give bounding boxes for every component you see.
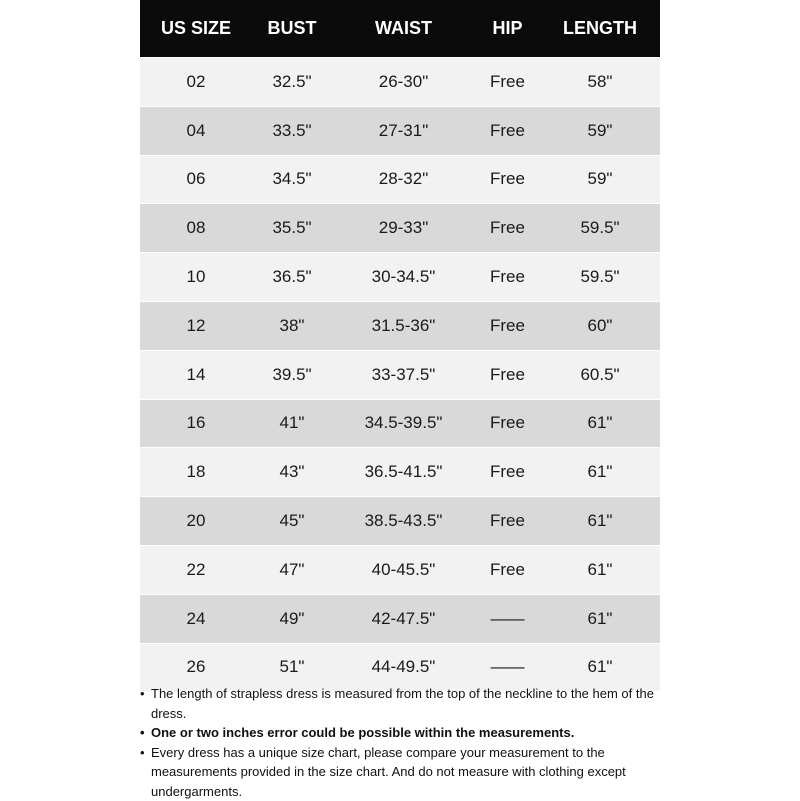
cell-length: 60.5" bbox=[540, 350, 660, 399]
cell-bust: 43" bbox=[252, 448, 332, 497]
cell-length: 59.5" bbox=[540, 253, 660, 302]
cell-bust: 36.5" bbox=[252, 253, 332, 302]
note-text: Every dress has a unique size chart, please compare your measurement to the measurements provided in the size chart. And do not measure with clothing except undergarments. bbox=[151, 745, 626, 799]
cell-length: 61" bbox=[540, 448, 660, 497]
cell-length: 61" bbox=[540, 643, 660, 691]
cell-bust: 33.5" bbox=[252, 106, 332, 155]
cell-length: 59" bbox=[540, 155, 660, 204]
cell-length: 61" bbox=[540, 594, 660, 643]
cell-waist: 31.5-36" bbox=[332, 301, 475, 350]
table-row bbox=[140, 58, 660, 107]
cell-us-size: 06 bbox=[140, 155, 252, 204]
cell-us-size: 12 bbox=[140, 301, 252, 350]
table-header-row bbox=[140, 0, 660, 58]
cell-us-size: 22 bbox=[140, 545, 252, 594]
header-length: LENGTH bbox=[540, 0, 660, 58]
table-row bbox=[140, 204, 660, 253]
cell-waist: 26-30" bbox=[332, 58, 475, 107]
cell-hip: Free bbox=[475, 399, 540, 448]
cell-us-size: 18 bbox=[140, 448, 252, 497]
cell-bust: 51" bbox=[252, 643, 332, 691]
cell-length: 59.5" bbox=[540, 204, 660, 253]
cell-hip: Free bbox=[475, 350, 540, 399]
table-row bbox=[140, 253, 660, 302]
cell-bust: 49" bbox=[252, 594, 332, 643]
cell-us-size: 04 bbox=[140, 106, 252, 155]
cell-length: 58" bbox=[540, 58, 660, 107]
cell-waist: 29-33" bbox=[332, 204, 475, 253]
cell-waist: 42-47.5" bbox=[332, 594, 475, 643]
header-bust: BUST bbox=[252, 0, 332, 58]
cell-us-size: 26 bbox=[140, 643, 252, 691]
cell-waist: 27-31" bbox=[332, 106, 475, 155]
bullet-icon: • bbox=[140, 723, 145, 743]
bullet-icon: • bbox=[140, 684, 145, 704]
cell-waist: 34.5-39.5" bbox=[332, 399, 475, 448]
header-hip: HIP bbox=[475, 0, 540, 58]
header-us-size: US SIZE bbox=[140, 0, 252, 58]
cell-hip: Free bbox=[475, 301, 540, 350]
table-row bbox=[140, 350, 660, 399]
note-item bbox=[140, 723, 660, 743]
cell-us-size: 14 bbox=[140, 350, 252, 399]
table-row bbox=[140, 301, 660, 350]
cell-hip: Free bbox=[475, 253, 540, 302]
note-text: The length of strapless dress is measured from the top of the neckline to the hem of the dress. bbox=[151, 686, 654, 721]
cell-length: 61" bbox=[540, 399, 660, 448]
cell-length: 61" bbox=[540, 545, 660, 594]
cell-hip: Free bbox=[475, 58, 540, 107]
cell-us-size: 16 bbox=[140, 399, 252, 448]
cell-us-size: 08 bbox=[140, 204, 252, 253]
cell-length: 60" bbox=[540, 301, 660, 350]
cell-waist: 36.5-41.5" bbox=[332, 448, 475, 497]
cell-bust: 32.5" bbox=[252, 58, 332, 107]
cell-waist: 30-34.5" bbox=[332, 253, 475, 302]
cell-length: 59" bbox=[540, 106, 660, 155]
cell-hip: Free bbox=[475, 106, 540, 155]
cell-us-size: 24 bbox=[140, 594, 252, 643]
bullet-icon: • bbox=[140, 743, 145, 763]
cell-length: 61" bbox=[540, 497, 660, 546]
cell-waist: 28-32" bbox=[332, 155, 475, 204]
table-row bbox=[140, 155, 660, 204]
table-row bbox=[140, 594, 660, 643]
cell-waist: 40-45.5" bbox=[332, 545, 475, 594]
cell-us-size: 02 bbox=[140, 58, 252, 107]
table-row bbox=[140, 545, 660, 594]
cell-bust: 41" bbox=[252, 399, 332, 448]
cell-bust: 38" bbox=[252, 301, 332, 350]
table-row bbox=[140, 106, 660, 155]
cell-us-size: 10 bbox=[140, 253, 252, 302]
cell-bust: 39.5" bbox=[252, 350, 332, 399]
note-item bbox=[140, 684, 660, 723]
cell-hip: Free bbox=[475, 545, 540, 594]
cell-hip: Free bbox=[475, 448, 540, 497]
header-waist: WAIST bbox=[332, 0, 475, 58]
cell-hip: Free bbox=[475, 204, 540, 253]
cell-waist: 33-37.5" bbox=[332, 350, 475, 399]
cell-waist: 38.5-43.5" bbox=[332, 497, 475, 546]
cell-bust: 34.5" bbox=[252, 155, 332, 204]
measurement-notes bbox=[140, 684, 660, 801]
size-chart-table bbox=[140, 0, 660, 691]
cell-hip: Free bbox=[475, 155, 540, 204]
table-row bbox=[140, 497, 660, 546]
cell-hip: —— bbox=[475, 643, 540, 691]
table-row bbox=[140, 399, 660, 448]
cell-bust: 45" bbox=[252, 497, 332, 546]
cell-us-size: 20 bbox=[140, 497, 252, 546]
table-row bbox=[140, 448, 660, 497]
cell-hip: Free bbox=[475, 497, 540, 546]
note-item bbox=[140, 743, 660, 801]
note-text: One or two inches error could be possible within the measurements. bbox=[151, 725, 574, 740]
cell-hip: —— bbox=[475, 594, 540, 643]
cell-waist: 44-49.5" bbox=[332, 643, 475, 691]
cell-bust: 47" bbox=[252, 545, 332, 594]
cell-bust: 35.5" bbox=[252, 204, 332, 253]
